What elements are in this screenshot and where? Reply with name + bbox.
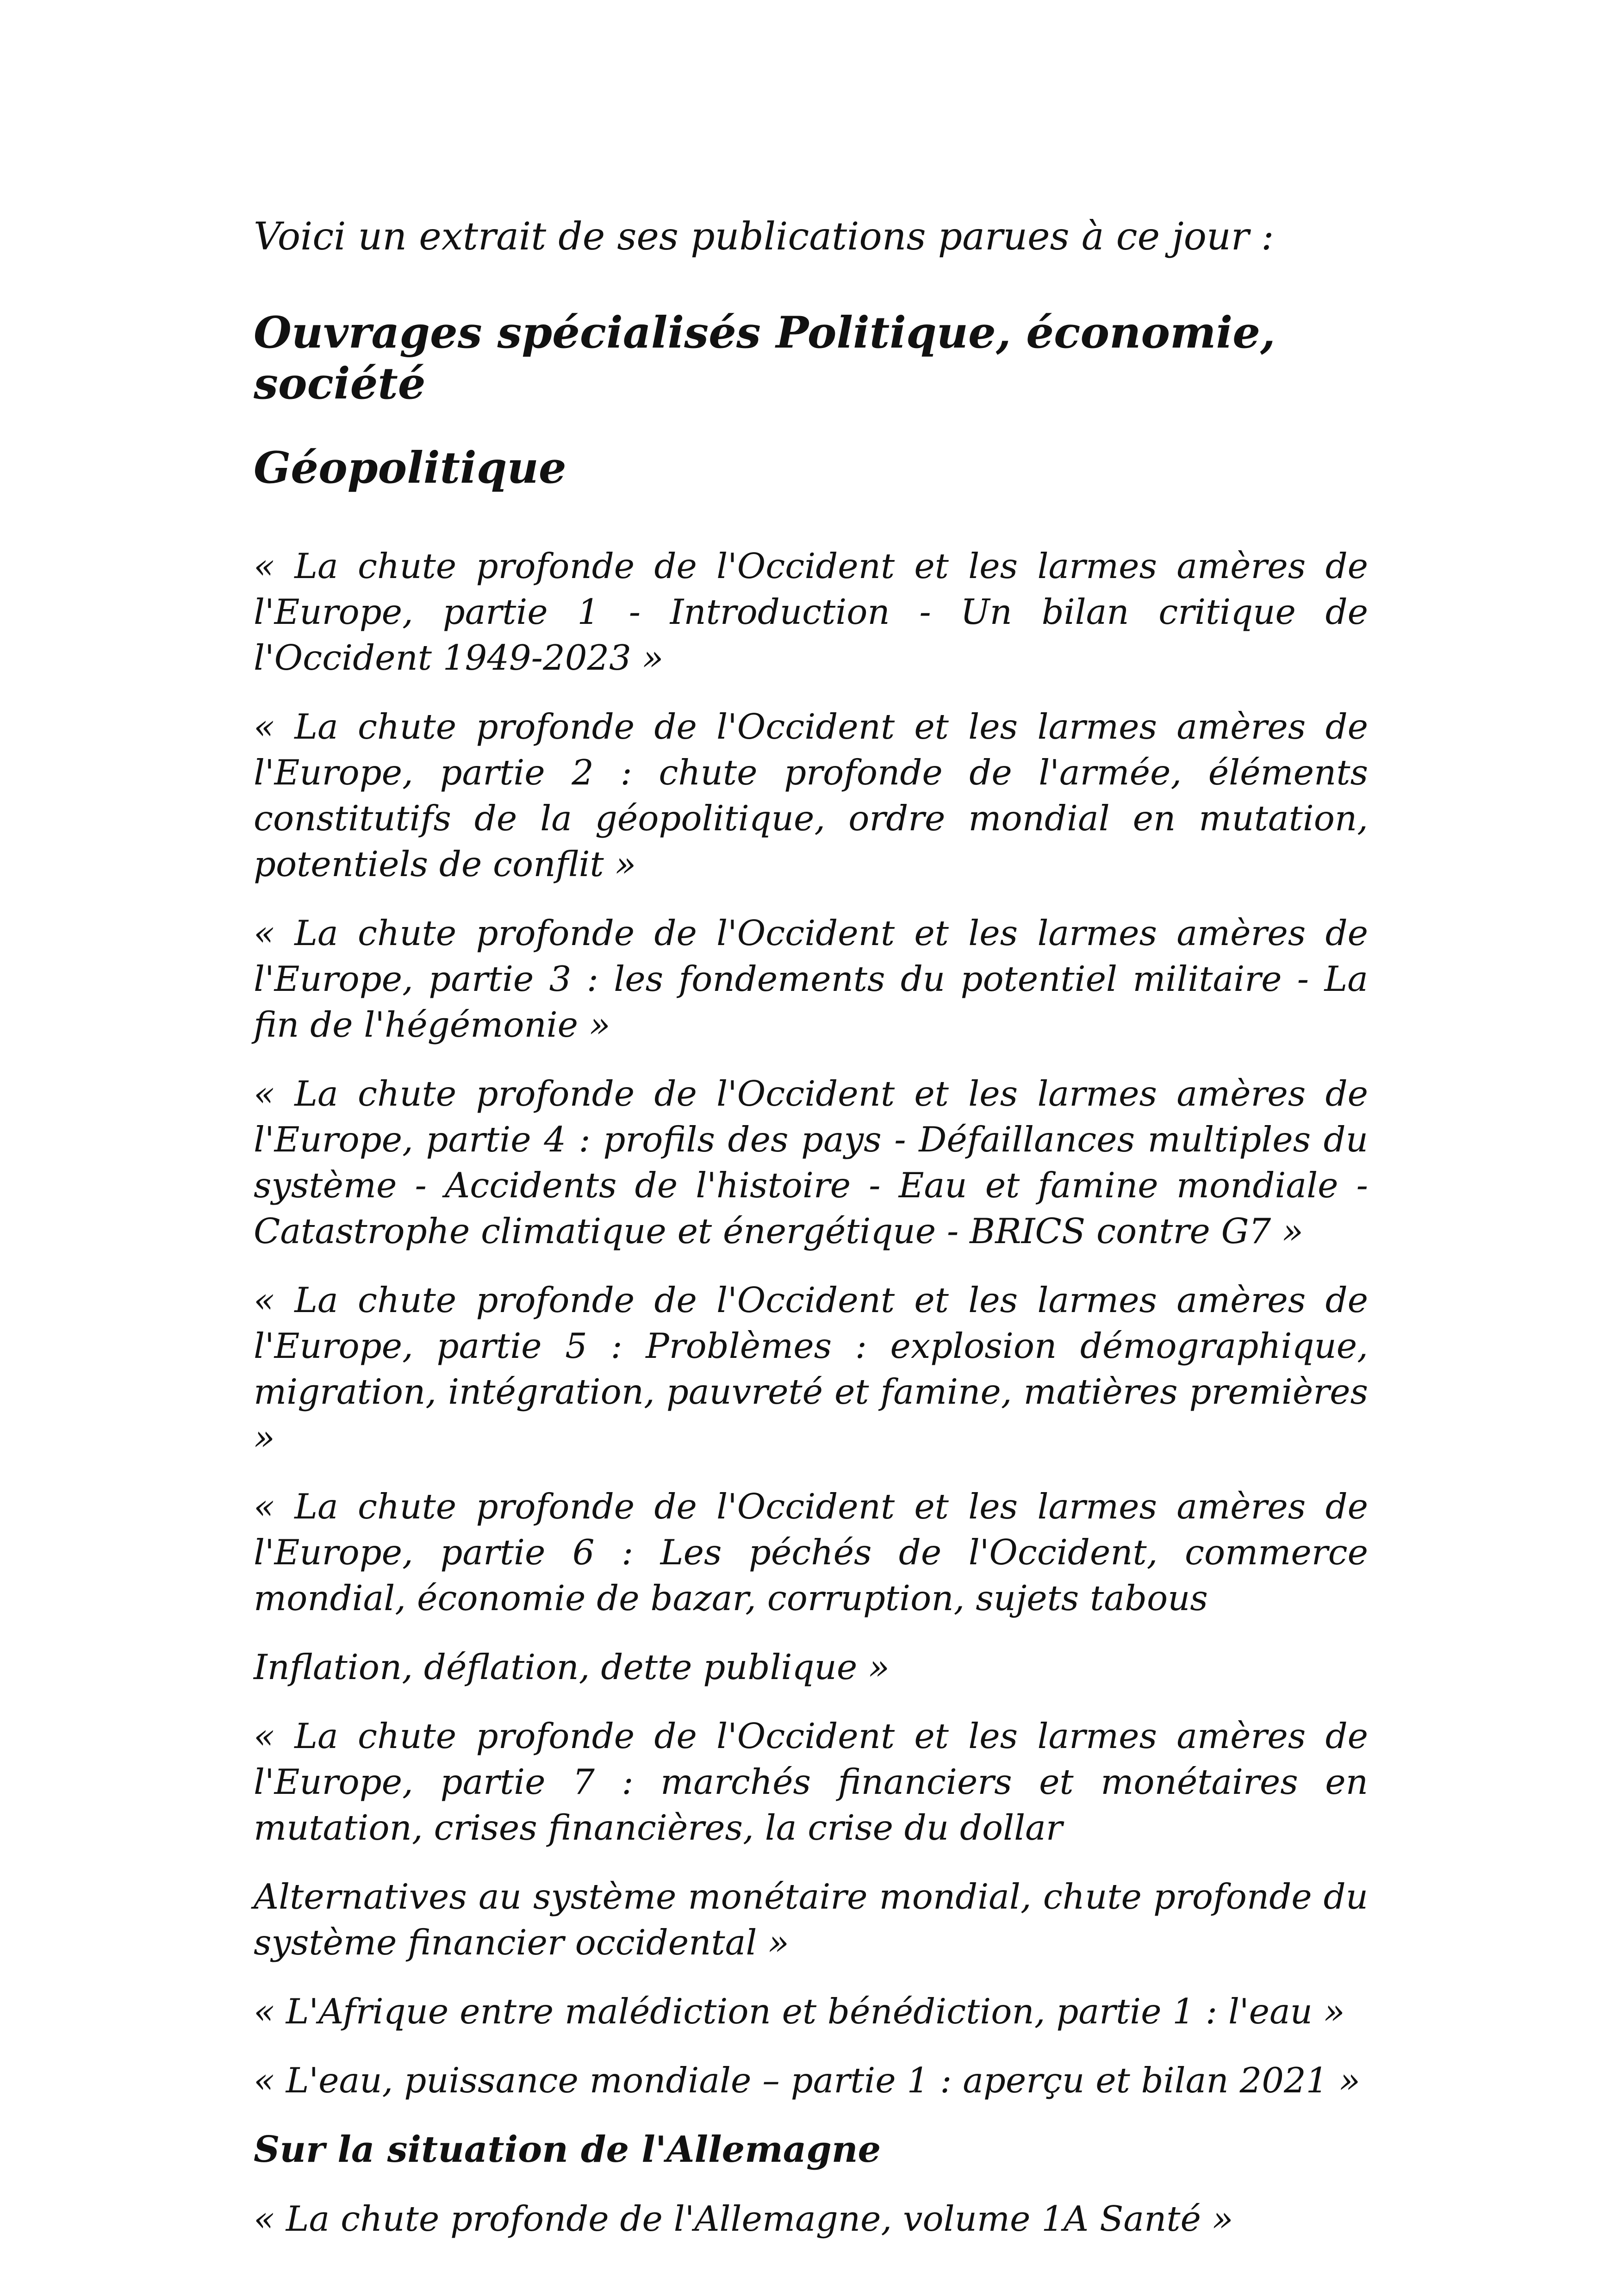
publication-entry: « La chute profonde de l'Occident et les larmes amères de l'Europe, partie 6 : Les péchés de l'Occident, commerce mondial, économie de bazar, corruption, sujets tabous [254,1486,1368,1618]
intro-text: Voici un extrait de ses publications parues à ce jour : [254,215,1274,259]
publication-entry: « La chute profonde de l'Occident et les larmes amères de l'Europe, partie 5 : Problèmes : explosion démographique, migration, intégration, pauvreté et famine, matières premières » [254,1280,1368,1458]
page-content [254,214,1368,2265]
publication-entry-continuation: Inflation, déflation, dette publique » [254,1647,890,1687]
section-heading-geopolitics: Géopolitique [254,442,566,493]
publication-entry: « La chute profonde de l'Occident et les larmes amères de l'Europe, partie 2 : chute profonde de l'armée, éléments constitutifs de la géopolitique, ordre mondial en mutation, potentiels de conflit » [254,706,1368,884]
publication-entry-continuation: Alternatives au système monétaire mondial, chute profonde du système financier occidental » [254,1876,1368,1963]
publication-entry: « La chute profonde de l'Occident et les larmes amères de l'Europe, partie 1 - Introduction - Un bilan critique de l'Occident 1949-2023 » [254,546,1368,678]
publication-entry: « L'eau, puissance mondiale – partie 1 : aperçu et bilan 2021 » [254,2060,1361,2101]
section-heading-germany: Sur la situation de l'Allemagne [254,2128,881,2171]
section-heading-specialized: Ouvrages spécialisés Politique, économie, société [254,307,1276,409]
publication-entry: « La chute profonde de l'Occident et les larmes amères de l'Europe, partie 3 : les fondements du potentiel militaire - La fin de l'hégémonie » [254,913,1368,1045]
publication-entry: « La chute profonde de l'Occident et les larmes amères de l'Europe, partie 7 : marchés financiers et monétaires en mutation, crises financières, la crise du dollar [254,1716,1368,1848]
publication-entry: « La chute profonde de l'Occident et les larmes amères de l'Europe, partie 4 : profils des pays - Défaillances multiples du système - Accidents de l'histoire - Eau et famine mondiale - Catastrophe climatique et énergétique - BRICS contre G7 » [254,1073,1368,1251]
publication-entry: « La chute profonde de l'Allemagne, volume 1A Santé » [254,2198,1233,2239]
publication-entry: « L'Afrique entre malédiction et bénédiction, partie 1 : l'eau » [254,1991,1345,2032]
